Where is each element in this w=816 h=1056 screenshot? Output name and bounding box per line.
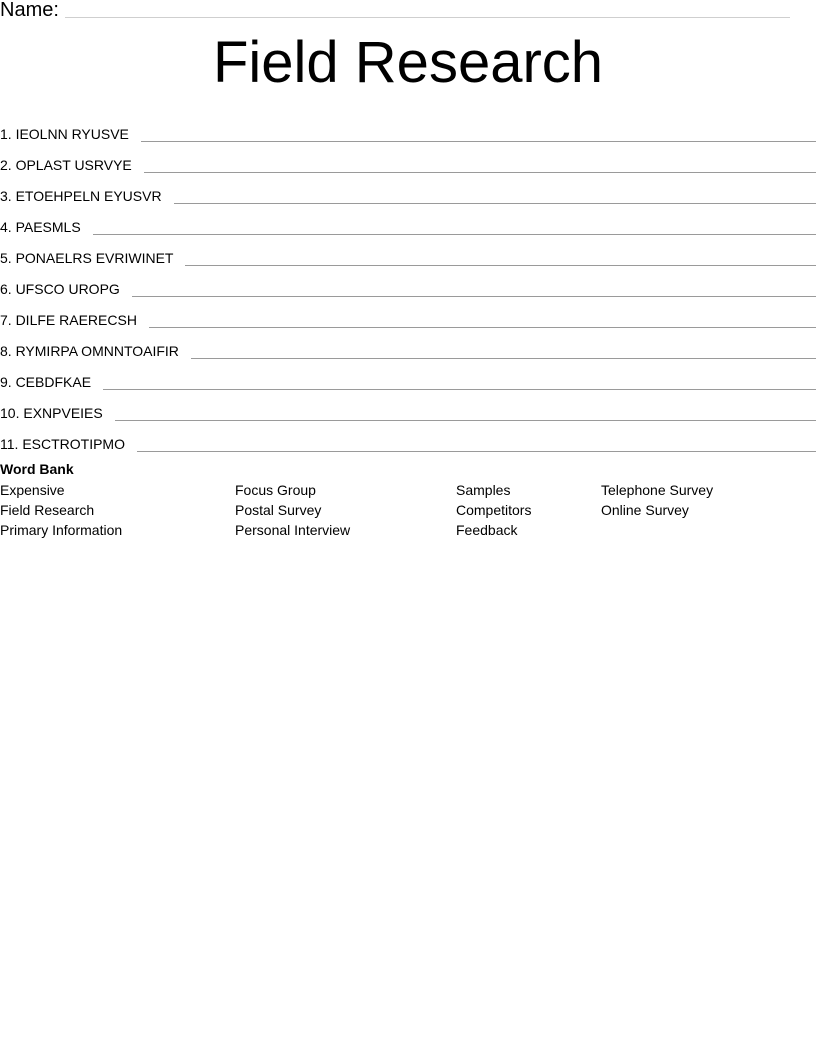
question-row (0, 360, 816, 391)
question-row (0, 329, 816, 360)
question-text: 5. PONAELRS EVRIWINET (0, 250, 174, 266)
question-text: 10. EXNPVEIES (0, 405, 103, 421)
name-answer-line[interactable] (65, 16, 790, 18)
word-bank-item: Expensive (0, 482, 65, 498)
question-text: 9. CEBDFKAE (0, 374, 92, 390)
word-bank-item: Focus Group (235, 482, 316, 498)
answer-line[interactable] (103, 388, 816, 390)
answer-line[interactable] (132, 295, 816, 297)
answer-line[interactable] (115, 419, 816, 421)
question-text: 3. ETOEHPELN EYUSVR (0, 188, 162, 204)
question-text: 6. UFSCO UROPG (0, 281, 120, 297)
word-bank-item: Samples (456, 482, 511, 498)
word-bank-item: Personal Interview (235, 522, 351, 538)
question-text: 11. ESCTROTIPMO (0, 436, 125, 452)
question-text: 8. RYMIRPA OMNNTOAIFIR (0, 343, 179, 359)
question-row (0, 236, 816, 267)
question-text: 7. DILFE RAERECSH (0, 312, 137, 328)
word-bank-title: Word Bank (0, 461, 74, 477)
question-row (0, 112, 816, 143)
question-row (0, 205, 816, 236)
question-row (0, 143, 816, 174)
word-bank (0, 460, 816, 540)
answer-line[interactable] (185, 264, 816, 266)
name-label: Name: (0, 0, 59, 21)
answer-line[interactable] (137, 450, 816, 452)
question-row (0, 267, 816, 298)
word-bank-item: Postal Survey (235, 502, 322, 518)
name-field-row (0, 0, 790, 20)
answer-line[interactable] (93, 233, 816, 235)
answer-line[interactable] (191, 357, 816, 359)
word-bank-item: Telephone Survey (601, 482, 714, 498)
question-list (0, 112, 816, 453)
answer-line[interactable] (144, 171, 816, 173)
answer-line[interactable] (174, 202, 816, 204)
answer-line[interactable] (149, 326, 816, 328)
word-bank-item: Feedback (456, 522, 518, 538)
word-bank-item: Competitors (456, 502, 532, 518)
word-bank-item: Primary Information (0, 522, 123, 538)
question-row (0, 391, 816, 422)
word-bank-item: Online Survey (601, 502, 689, 518)
question-text: 4. PAESMLS (0, 219, 81, 235)
question-text: 2. OPLAST USRVYE (0, 157, 132, 173)
word-bank-item: Field Research (0, 502, 95, 518)
question-row (0, 298, 816, 329)
question-row (0, 422, 816, 453)
page-title: Field Research (212, 30, 604, 95)
word-bank-grid (0, 480, 816, 540)
question-text: 1. IEOLNN RYUSVE (0, 126, 129, 142)
question-row (0, 174, 816, 205)
answer-line[interactable] (141, 140, 816, 142)
